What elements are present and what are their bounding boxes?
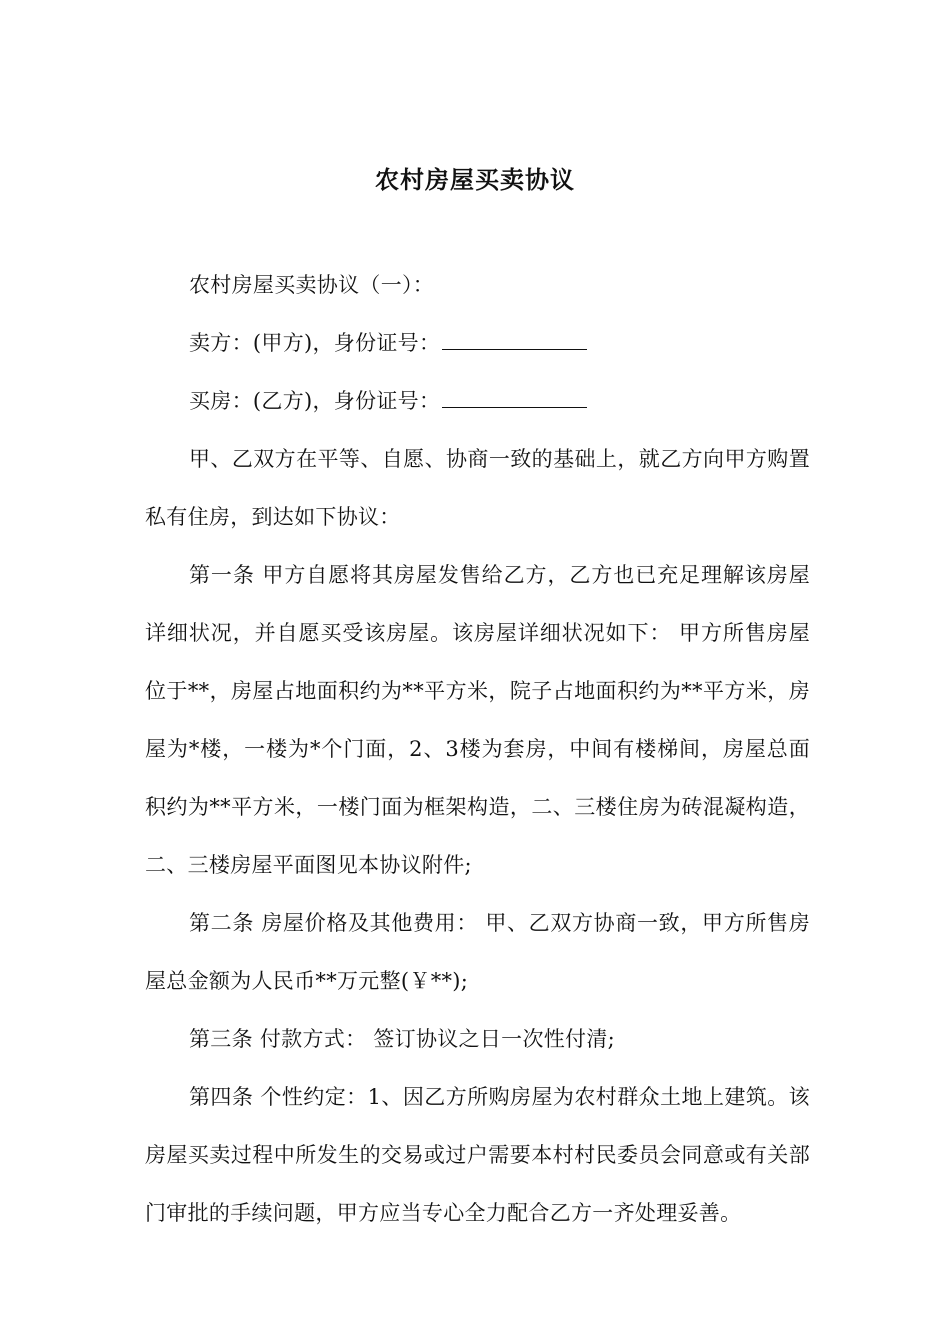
document-body xyxy=(145,256,810,1242)
paragraph-article-4: 第四条 个性约定：1、因乙方所购房屋为农村群众土地上建筑。该房屋买卖过程中所发生的交易或过户需要本村村民委员会同意或有关部门审批的手续问题，甲方应当专心全力配合乙方一齐处理妥善。 xyxy=(145,1085,810,1225)
paragraph-article-1: 第一条 甲方自愿将其房屋发售给乙方，乙方也已充足理解该房屋详细状况，并自愿买受该房屋。该房屋详细状况如下： 甲方所售房屋位于**，房屋占地面积约为**平方米，院子占地面积约为**平方米，房屋为*楼，一楼为*个门面，2、3楼为套房，中间有楼梯间，房屋总面积约为**平方米，一楼门面为框架构造，二、三楼住房为砖混凝构造，二、三楼房屋平面图见本协议附件; xyxy=(145,563,810,877)
seller-label: 卖方：(甲方)，身份证号： xyxy=(189,331,441,355)
document-title: 农村房屋买卖协议 xyxy=(375,166,575,194)
paragraph-seller xyxy=(145,314,810,372)
seller-id-blank xyxy=(442,327,587,350)
paragraph-article-2: 第二条 房屋价格及其他费用： 甲、乙双方协商一致，甲方所售房屋总金额为人民币**万元整(￥**); xyxy=(145,911,810,993)
buyer-id-blank xyxy=(442,385,587,408)
paragraph-buyer xyxy=(145,372,810,430)
paragraph-preamble: 甲、乙双方在平等、自愿、协商一致的基础上，就乙方向甲方购置私有住房，到达如下协议： xyxy=(145,447,810,529)
paragraph-article-3: 第三条 付款方式： 签订协议之日一次性付清; xyxy=(189,1027,616,1051)
paragraph-subtitle: 农村房屋买卖协议（一）： xyxy=(189,273,435,297)
buyer-label: 买房：(乙方)，身份证号： xyxy=(189,389,441,413)
